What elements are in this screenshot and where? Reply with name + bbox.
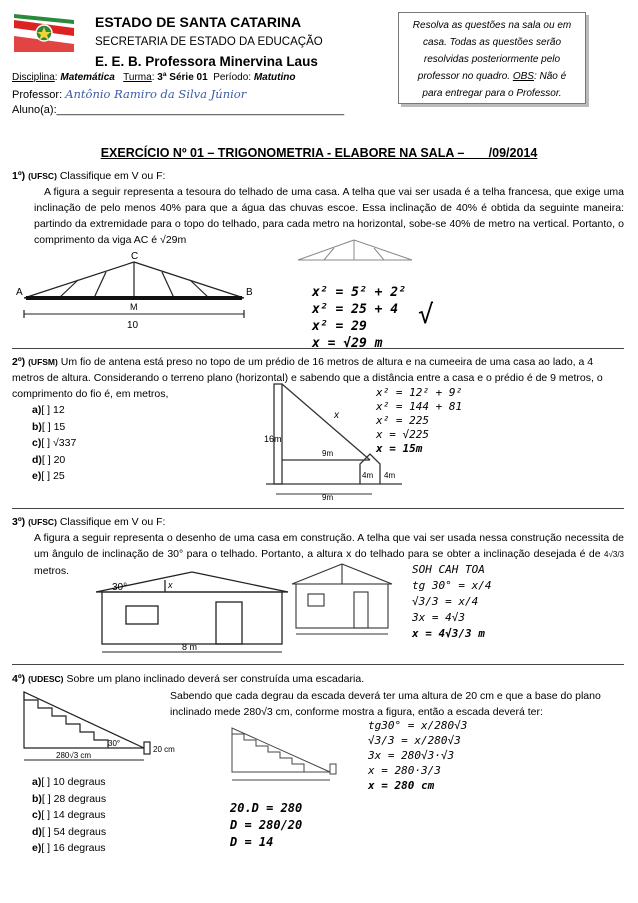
solution-line: x² = 5² + 2² bbox=[312, 285, 406, 300]
notice-box bbox=[398, 12, 586, 104]
q4-sketch-figure bbox=[226, 724, 356, 786]
student-name-field: Aluno(a):_______________________________________________ bbox=[12, 104, 345, 116]
notice-text: professor no quadro. bbox=[417, 71, 511, 82]
question-text-part: A figura a seguir representa o desenho de uma casa em construção. A telha que vai ser usada nessa construção necessita de um ângulo de inclinação de 30° para o telhado. Portanto, a altura x do telhado para se obter a inclinação desejada é de bbox=[34, 532, 624, 560]
notice-line: Resolva as questões na sala ou em bbox=[412, 20, 572, 31]
option-e[interactable] bbox=[32, 840, 106, 857]
label-m: M bbox=[130, 302, 138, 312]
fig-label: 4m bbox=[384, 471, 396, 480]
notice-line: para entregar para o Professor. bbox=[422, 88, 562, 99]
fig-label: x bbox=[334, 410, 339, 421]
option-text: [ ] 20 bbox=[41, 453, 66, 466]
q4-options bbox=[32, 774, 106, 857]
option-d[interactable] bbox=[32, 824, 106, 841]
solution-line: 20.D = 280 bbox=[230, 801, 303, 815]
period-label: Período: bbox=[213, 72, 252, 83]
label-a: A bbox=[16, 287, 23, 298]
option-letter: b) bbox=[32, 420, 42, 433]
q3-house-figure bbox=[92, 566, 292, 658]
question-source: (UFSM) bbox=[28, 357, 58, 367]
divider bbox=[12, 348, 624, 349]
option-letter: c) bbox=[32, 809, 42, 821]
fig-label: 9m bbox=[322, 493, 334, 502]
question-number: 4º) bbox=[12, 673, 26, 685]
option-e[interactable] bbox=[32, 468, 76, 485]
option-text: [ ] √337 bbox=[41, 437, 77, 449]
fig-label: 9m bbox=[322, 449, 334, 458]
solution-line: x² = 29 bbox=[312, 319, 367, 334]
state-logo bbox=[14, 14, 74, 52]
solution-line: D = 14 bbox=[230, 835, 274, 849]
solution-line: √3/3 = x/280√3 bbox=[368, 734, 461, 747]
label-c: C bbox=[131, 251, 139, 262]
solution-line: x² = 225 bbox=[376, 414, 429, 427]
q1-handwritten-solution bbox=[312, 284, 406, 352]
solution-line: x = 280·3/3 bbox=[368, 764, 441, 777]
q3-sketch-figure bbox=[288, 560, 398, 640]
fig-label: 280√3 cm bbox=[56, 751, 92, 760]
option-text: [ ] 12 bbox=[41, 404, 65, 416]
solution-line: x = 4√3/3 m bbox=[412, 627, 485, 640]
fig-label: 4m bbox=[362, 471, 374, 480]
question-source: (UFSC) bbox=[28, 517, 57, 527]
option-b[interactable] bbox=[32, 791, 106, 808]
question-number: 2º) bbox=[12, 356, 26, 368]
solution-line: SOH CAH TOA bbox=[412, 563, 485, 576]
school-title: E. E. B. Professora Minervina Laus bbox=[95, 54, 318, 69]
option-text: [ ] 54 degraus bbox=[41, 825, 107, 838]
q1-sketch-figure bbox=[294, 236, 418, 266]
fig-label: 30° bbox=[112, 582, 128, 593]
question-text: Sobre um plano inclinado deverá ser construída uma escadaria. bbox=[66, 673, 365, 685]
q4-handwritten-solution-right bbox=[368, 718, 467, 793]
divider bbox=[12, 508, 624, 509]
q3-handwritten-solution bbox=[412, 562, 491, 642]
q4-handwritten-solution-left bbox=[230, 800, 302, 851]
fig-label: 30° bbox=[108, 739, 121, 748]
discipline-label: Disciplina bbox=[12, 72, 55, 83]
fig-label: 16m bbox=[264, 434, 282, 444]
option-text: [ ] 16 degraus bbox=[41, 842, 106, 854]
q4-stairs-figure bbox=[16, 686, 186, 766]
solution-line: √3/3 = x/4 bbox=[412, 595, 479, 608]
option-letter: c) bbox=[32, 437, 42, 449]
discipline-value: Matemática bbox=[60, 72, 115, 83]
option-letter: d) bbox=[32, 825, 42, 838]
question-4-text: Sabendo que cada degrau da escada deverá ter uma altura de 20 cm e que a base do plano inclinado mede 280√3 cm, conforme mostra a figura, então a escada deverá ter: bbox=[170, 690, 601, 718]
question-prompt: Classifique em V ou F: bbox=[59, 170, 166, 182]
fig-label: 20 cm bbox=[153, 745, 175, 754]
solution-line: x² = 25 + 4 bbox=[312, 302, 399, 317]
question-number: 3º) bbox=[12, 516, 26, 528]
option-a[interactable] bbox=[32, 774, 106, 791]
turma-label: Turma bbox=[123, 72, 152, 83]
option-letter: e) bbox=[32, 470, 42, 482]
question-text-part: metros. bbox=[34, 565, 70, 577]
exercise-title: EXERCÍCIO Nº 01 – TRIGONOMETRIA - ELABORE NA SALA – ___/09/2014 bbox=[100, 146, 538, 160]
label-length: 10 bbox=[127, 320, 139, 331]
discipline-line: Disciplina: Matemática Turma: 3ª Série 01 Período: Matutino bbox=[12, 72, 296, 83]
professor-line bbox=[12, 87, 246, 101]
label-b: B bbox=[246, 287, 253, 298]
option-text: [ ] 15 bbox=[41, 420, 66, 433]
option-letter: e) bbox=[32, 842, 42, 854]
option-letter: a) bbox=[32, 776, 42, 788]
solution-line: x = √225 bbox=[376, 428, 429, 441]
q2-options bbox=[32, 402, 76, 485]
q2-handwritten-solution bbox=[376, 386, 462, 456]
notice-text: : Não é bbox=[533, 71, 567, 82]
option-c[interactable] bbox=[32, 435, 76, 452]
question-number: 1º) bbox=[12, 170, 26, 182]
solution-line: x = √29 m bbox=[312, 336, 383, 351]
q1-truss-figure bbox=[14, 248, 264, 332]
fig-label: x bbox=[168, 580, 173, 590]
solution-line: x = 15m bbox=[376, 442, 423, 455]
check-mark-icon: √ bbox=[418, 300, 434, 330]
notice-line: casa. Todas as questões serão bbox=[422, 37, 562, 48]
notice-line: resolvidas posteriormente pelo bbox=[423, 54, 561, 65]
question-source: (UFSC) bbox=[28, 171, 57, 181]
question-4 bbox=[12, 671, 624, 687]
divider bbox=[12, 664, 624, 665]
notice-obs: OBS bbox=[512, 71, 534, 82]
period-value: Matutino bbox=[253, 72, 296, 83]
question-4-header bbox=[12, 671, 624, 687]
solution-line: x² = 144 + 81 bbox=[376, 400, 463, 413]
santa-catarina-flag-icon bbox=[14, 14, 74, 52]
option-text: [ ] 28 degraus bbox=[41, 792, 107, 805]
question-source: (UDESC) bbox=[28, 674, 64, 684]
professor-name: Antônio Ramiro da Silva Júnior bbox=[65, 87, 247, 101]
option-text: [ ] 25 bbox=[41, 470, 65, 482]
question-text: A figura a seguir representa a tesoura do telhado de uma casa. A telha que vai ser usada é a telha francesa, que exige uma inclinação de pelo menos 40% para que a água das chuvas escoe. Essa inclinação de 40% é obtida da seguinte maneira: partindo da extremidade para o topo do telhado, para cada metro na horizontal, sobe-se 40% de metro na vertical. Portanto, o comprimento da viga AC é √29m bbox=[34, 186, 624, 246]
notice-line bbox=[401, 68, 583, 85]
secretary-title: SECRETARIA DE ESTADO DA EDUCAÇÃO bbox=[95, 36, 323, 48]
question-3-header bbox=[12, 514, 624, 530]
question-1-header bbox=[12, 168, 624, 184]
question-prompt: Classifique em V ou F: bbox=[59, 516, 166, 528]
fraction-value: 4√3/3 bbox=[604, 550, 624, 559]
option-text: [ ] 14 degraus bbox=[41, 809, 106, 821]
option-letter: a) bbox=[32, 404, 42, 416]
solution-line: x = 280 cm bbox=[368, 779, 435, 792]
question-text: Um fio de antena está preso no topo de um prédio de 16 metros de altura e na cumeeira de uma casa ao lado, a 4 metros de altura. Considerando o terreno plano (horizontal) e sabendo que a distância entre a casa e o prédio é de 9 metros, o comprimento do fio é, em metros, bbox=[12, 356, 603, 400]
option-letter: b) bbox=[32, 792, 42, 805]
option-b[interactable] bbox=[32, 419, 76, 436]
solution-line: tg 30° = x/4 bbox=[412, 579, 492, 592]
solution-line: tg30° = x/280√3 bbox=[368, 719, 468, 732]
fig-label: 8 m bbox=[182, 642, 198, 652]
option-d[interactable] bbox=[32, 452, 76, 469]
option-a[interactable] bbox=[32, 402, 76, 419]
state-title: ESTADO DE SANTA CATARINA bbox=[95, 14, 302, 30]
solution-line: 3x = 280√3·√3 bbox=[368, 749, 455, 762]
option-text: [ ] 10 degraus bbox=[41, 776, 106, 788]
option-letter: d) bbox=[32, 453, 42, 466]
professor-label: Professor: bbox=[12, 89, 63, 101]
turma-value: 3ª Série 01 bbox=[157, 72, 208, 83]
solution-line: D = 280/20 bbox=[230, 818, 303, 832]
solution-line: 3x = 4√3 bbox=[412, 611, 465, 624]
option-c[interactable] bbox=[32, 807, 106, 824]
solution-line: x² = 12² + 9² bbox=[376, 386, 463, 399]
